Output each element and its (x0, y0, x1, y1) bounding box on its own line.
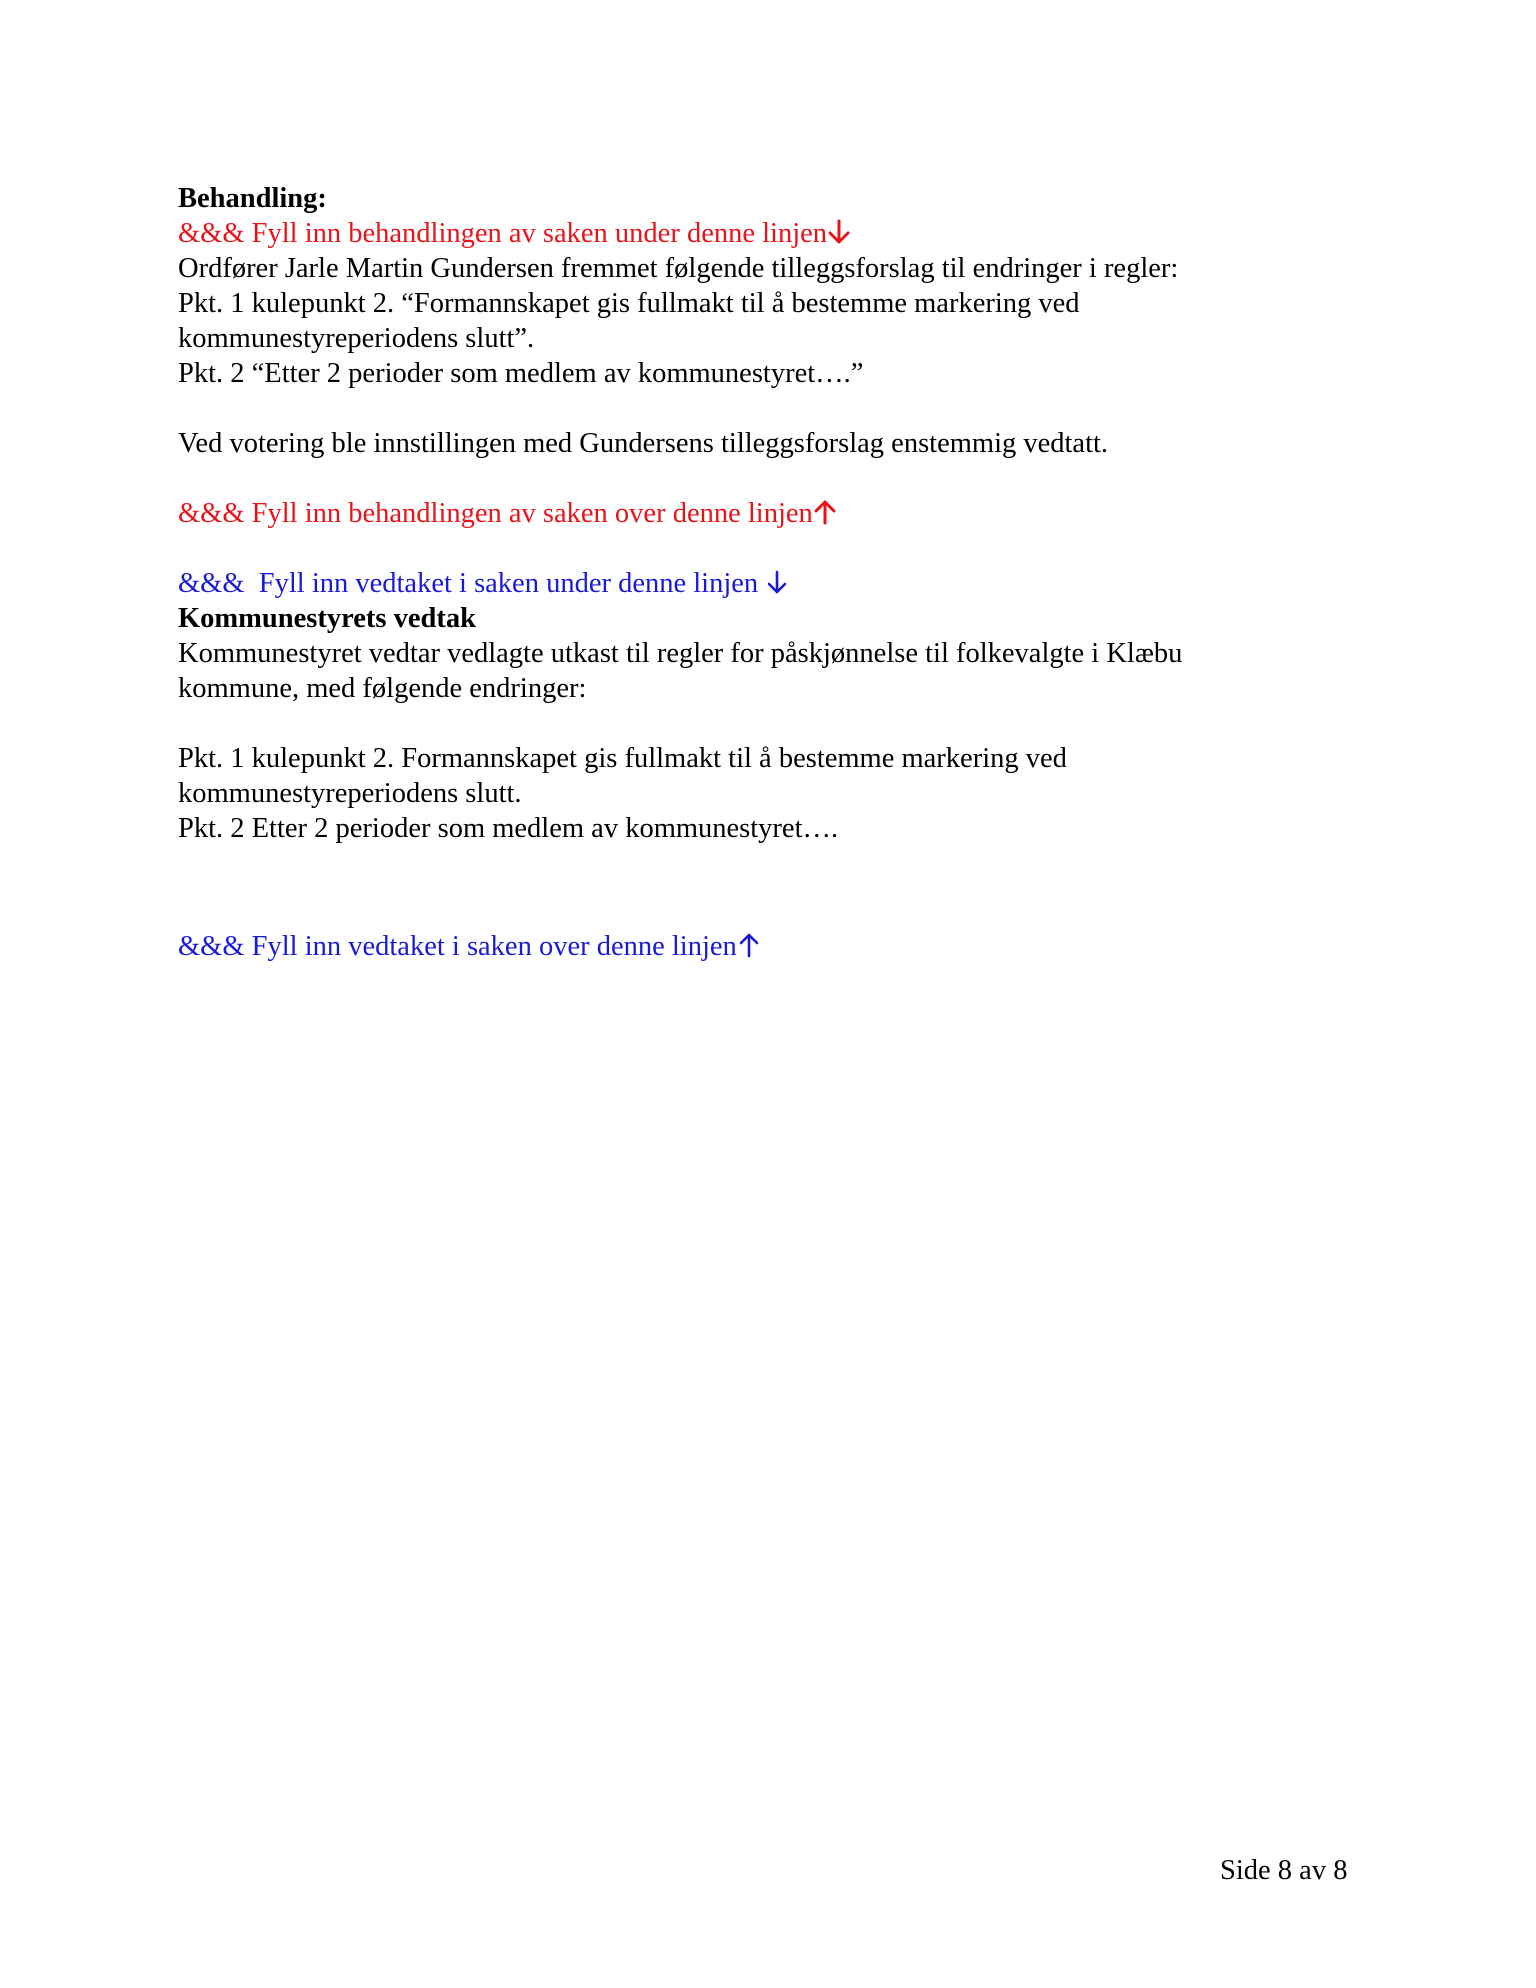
behandling-start-marker (178, 216, 1358, 251)
votering-text: Ved votering ble innstillingen med Gundersens tilleggsforslag enstemmig vedtatt. (178, 428, 1109, 459)
arrow-down-icon (766, 569, 788, 595)
spacer (178, 391, 1358, 426)
vedtak-point-line: Pkt. 1 kulepunkt 2. Formannskapet gis fullmakt til å bestemme markering ved (178, 743, 1067, 774)
spacer (178, 461, 1358, 496)
document-body (178, 181, 1358, 964)
arrow-down-icon (828, 219, 850, 245)
vedtak-point-line: kommunestyreperiodens slutt. (178, 778, 522, 809)
behandling-line: Pkt. 1 kulepunkt 2. “Formannskapet gis fullmakt til å bestemme markering ved (178, 288, 1080, 319)
behandling-heading: Behandling: (178, 183, 327, 214)
behandling-line: Pkt. 2 “Etter 2 perioder som medlem av kommunestyret….” (178, 358, 864, 389)
vedtak-start-marker (178, 566, 1358, 601)
page-number: Side 8 av 8 (1220, 1855, 1348, 1886)
vedtak-start-marker-text: &&& Fyll inn vedtaket i saken under denne linjen (178, 568, 766, 599)
behandling-line: Ordfører Jarle Martin Gundersen fremmet følgende tilleggsforslag til endringer i regler: (178, 253, 1179, 284)
vedtak-intro-line: Kommunestyret vedtar vedlagte utkast til regler for påskjønnelse til folkevalgte i Klæbu (178, 638, 1183, 669)
spacer (178, 846, 1358, 881)
behandling-line: kommunestyreperiodens slutt”. (178, 323, 535, 354)
spacer (178, 881, 1358, 929)
behandling-end-marker-text: &&& Fyll inn behandlingen av saken over denne linjen (178, 498, 813, 529)
arrow-up-icon (738, 932, 760, 958)
spacer (178, 531, 1358, 566)
arrow-up-icon (814, 499, 836, 525)
vedtak-intro-line: kommune, med følgende endringer: (178, 673, 587, 704)
behandling-end-marker (178, 496, 1358, 531)
vedtak-end-marker-text: &&& Fyll inn vedtaket i saken over denne linjen (178, 931, 737, 962)
vedtak-point-line: Pkt. 2 Etter 2 perioder som medlem av kommunestyret…. (178, 813, 839, 844)
vedtak-heading: Kommunestyrets vedtak (178, 603, 476, 634)
spacer (178, 706, 1358, 741)
behandling-start-marker-text: &&& Fyll inn behandlingen av saken under denne linjen (178, 218, 828, 249)
vedtak-end-marker (178, 929, 1358, 964)
